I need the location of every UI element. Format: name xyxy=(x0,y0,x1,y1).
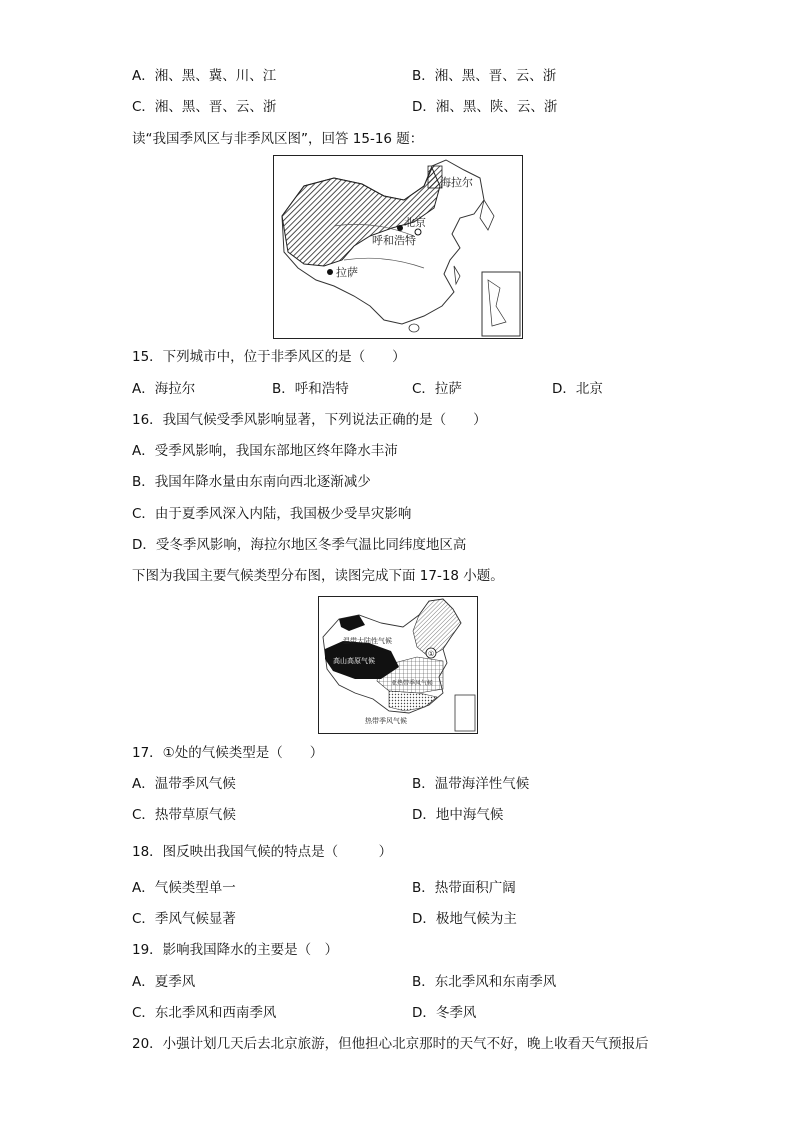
intro-15-16: 读“我国季风区与非季风区图”，回答 15-16 题： xyxy=(132,131,424,147)
q16-option-a: A．受季风影响，我国东部地区终年降水丰沛 xyxy=(132,443,398,459)
q14-option-a: A．湘、黑、冀、川、江 xyxy=(132,68,277,84)
q15-option-b: B．呼和浩特 xyxy=(272,381,349,397)
q15-option-a: A．海拉尔 xyxy=(132,381,196,397)
q17-option-a: A．温带季风气候 xyxy=(132,776,236,792)
q18-option-c: C．季风气候显著 xyxy=(132,911,236,927)
q18-option-b: B．热带面积广阔 xyxy=(412,880,516,896)
label-temperate-continental: 温带大陆性气候 xyxy=(343,637,392,645)
q14-option-b: B．湘、黑、晋、云、浙 xyxy=(412,68,557,84)
q15-option-d: D．北京 xyxy=(552,381,603,397)
label-subtropical: 亚热带季风气候 xyxy=(391,680,434,687)
q14-option-c: C．湘、黑、晋、云、浙 xyxy=(132,99,277,115)
label-lhasa: 拉萨 xyxy=(336,266,358,279)
label-hailar: 海拉尔 xyxy=(440,176,473,189)
label-beijing: 北京 xyxy=(404,216,426,229)
q17-stem: 17．①处的气候类型是（ ） xyxy=(132,745,324,761)
q15-option-c: C．拉萨 xyxy=(412,381,462,397)
q18-stem: 18．图反映出我国气候的特点是（ ） xyxy=(132,844,393,860)
q17-option-c: C．热带草原气候 xyxy=(132,807,236,823)
climate-marker-1: ① xyxy=(428,650,435,658)
q18-option-d: D．极地气候为主 xyxy=(412,911,517,927)
label-tropical: 热带季风气候 xyxy=(365,717,407,725)
q20-stem: 20．小强计划几天后去北京旅游，但他担心北京那时的天气不好，晚上收看天气预报后 xyxy=(132,1036,649,1052)
q16-stem: 16．我国气候受季风影响显著，下列说法正确的是（ ） xyxy=(132,412,487,428)
label-hohhot: 呼和浩特 xyxy=(372,234,416,247)
q18-option-a: A．气候类型单一 xyxy=(132,880,236,896)
climate-type-map xyxy=(318,596,478,734)
q19-option-a: A．夏季风 xyxy=(132,974,196,990)
q17-option-d: D．地中海气候 xyxy=(412,807,504,823)
q15-stem: 15．下列城市中，位于非季风区的是（ ） xyxy=(132,349,406,365)
q19-option-b: B．东北季风和东南季风 xyxy=(412,974,557,990)
monsoon-map-svg xyxy=(274,156,522,338)
q14-option-d: D．湘、黑、陕、云、浙 xyxy=(412,99,558,115)
monsoon-region-map xyxy=(273,155,523,339)
q19-option-d: D．冬季风 xyxy=(412,1005,477,1021)
intro-17-18: 下图为我国主要气候类型分布图，读图完成下面 17-18 小题。 xyxy=(132,568,504,584)
q17-option-b: B．温带海洋性气候 xyxy=(412,776,530,792)
climate-map-svg xyxy=(319,597,477,733)
q16-option-d: D．受冬季风影响，海拉尔地区冬季气温比同纬度地区高 xyxy=(132,537,467,553)
label-plateau: 高山高原气候 xyxy=(333,657,375,665)
q19-stem: 19．影响我国降水的主要是（ ） xyxy=(132,942,339,958)
q16-option-b: B．我国年降水量由东南向西北逐渐减少 xyxy=(132,474,371,490)
q16-option-c: C．由于夏季风深入内陆，我国极少受旱灾影响 xyxy=(132,506,412,522)
q19-option-c: C．东北季风和西南季风 xyxy=(132,1005,277,1021)
